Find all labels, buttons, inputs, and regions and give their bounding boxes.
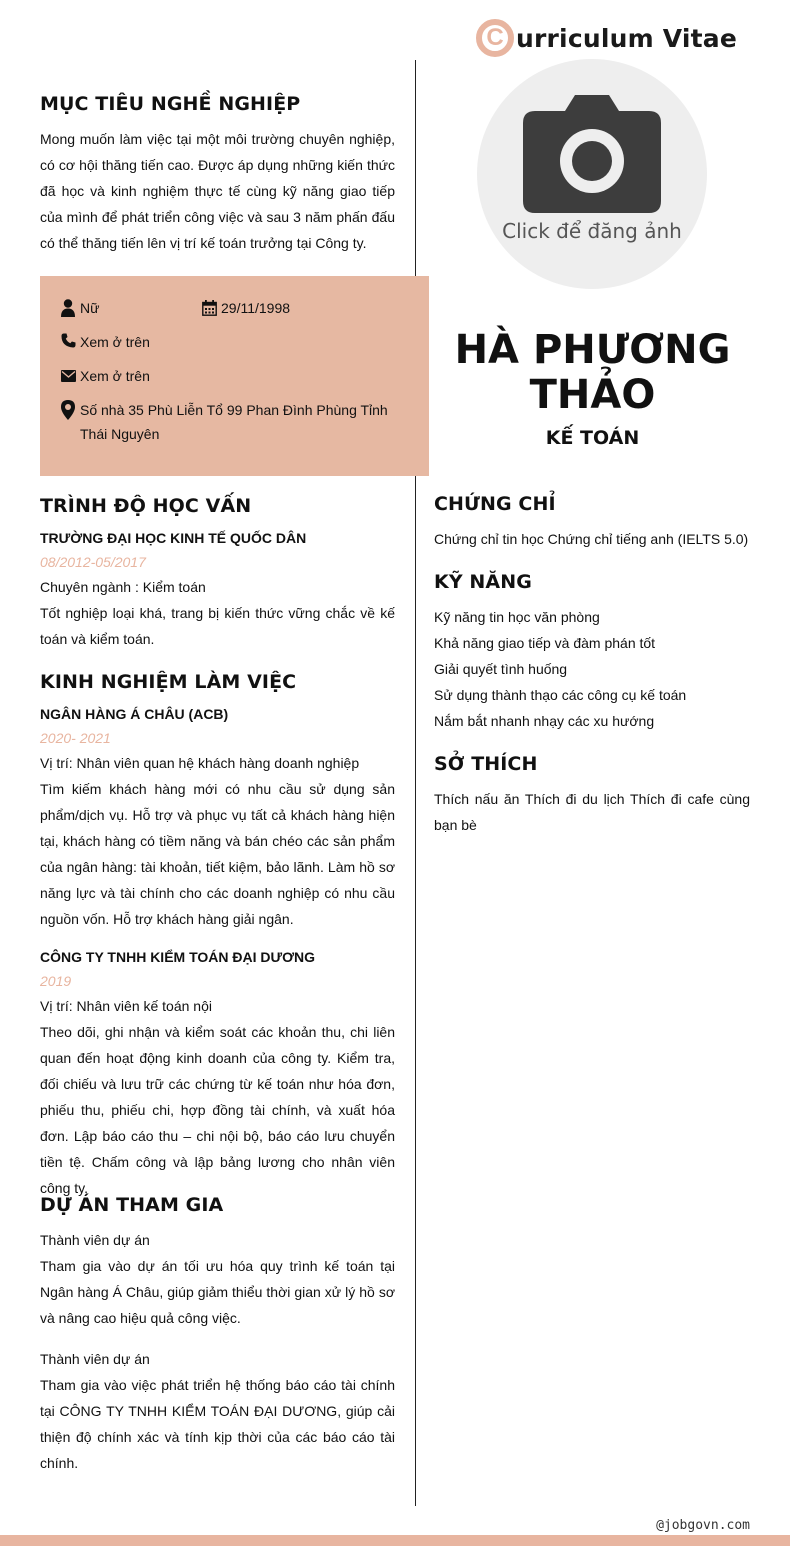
- project-description: Tham gia vào việc phát triển hệ thống báo cáo tài chính tại CÔNG TY TNHH KIỂM TOÁN ĐẠI DƯƠNG, giúp cải thiện độ chính xác và tính kịp thời của các báo cáo tài chính.: [40, 1377, 395, 1471]
- education-major: Chuyên ngành : Kiểm toán: [40, 579, 206, 595]
- skill-item: Sử dụng thành thạo các công cụ kế toán: [434, 687, 687, 703]
- hobbies-title: SỞ THÍCH: [434, 753, 538, 775]
- project-description: Tham gia vào dự án tối ưu hóa quy trình kế toán tại Ngân hàng Á Châu, giúp giảm thiểu thời gian xử lý hồ sơ và nâng cao hiệu quả công việc.: [40, 1258, 395, 1326]
- skill-item: Nắm bắt nhanh nhạy các xu hướng: [434, 713, 655, 729]
- watermark: @jobgovn.com: [656, 1518, 750, 1533]
- photo-upload-label: Click để đăng ảnh: [502, 219, 682, 243]
- footer-bar: [0, 1535, 790, 1546]
- objective-title: MỤC TIÊU NGHỀ NGHIỆP: [40, 93, 301, 115]
- experience-title: KINH NGHIỆM LÀM VIỆC: [40, 671, 297, 693]
- calendar-icon: [202, 300, 217, 316]
- school-name: TRƯỜNG ĐẠI HỌC KINH TẾ QUỐC DÂN: [40, 530, 307, 546]
- job-period: 2020- 2021: [40, 730, 111, 746]
- skill-item: Khả năng giao tiếp và đàm phán tốt: [434, 635, 656, 651]
- user-icon: [61, 299, 75, 317]
- phone: Xem ở trên: [80, 334, 150, 350]
- contact-box: [40, 276, 429, 476]
- company-name: CÔNG TY TNHH KIỂM TOÁN ĐẠI DƯƠNG: [40, 949, 316, 965]
- job-position: Vị trí: Nhân viên kế toán nội: [40, 998, 212, 1014]
- objective-text: Mong muốn làm việc tại một môi trường chuyên nghiệp, có cơ hội thăng tiến cao. Được áp dụng những kiến thức đã học và kinh nghiệm thực tế cùng kỹ năng giao tiếp của mình để phát triển công việc và sau 3 năm phấn đấu có thể thăng tiến lên vị trí kế toán trưởng tại Công ty.: [40, 131, 395, 251]
- birthday: 29/11/1998: [221, 300, 291, 316]
- location-pin-icon: [61, 400, 75, 420]
- email: Xem ở trên: [80, 368, 150, 384]
- address: Số nhà 35 Phù Liễn Tổ 99 Phan Đình Phùng Tỉnh Thái Nguyên: [80, 402, 388, 442]
- phone-icon: [61, 333, 76, 348]
- company-name: NGÂN HÀNG Á CHÂU (ACB): [40, 706, 229, 722]
- job-position: Vị trí: Nhân viên quan hệ khách hàng doanh nghiệp: [40, 755, 360, 771]
- job-title: KẾ TOÁN: [545, 427, 640, 449]
- cv-logo: [476, 18, 737, 58]
- logo-text: urriculum Vitae: [516, 23, 738, 53]
- candidate-name: HÀ PHƯƠNG THẢO: [454, 327, 731, 418]
- job-description: Tìm kiếm khách hàng mới có nhu cầu sử dụng sản phẩm/dịch vụ. Hỗ trợ và phục vụ tất cả khách hàng hiện tại, khách hàng có tiềm năng và bán chéo các sản phẩm của ngân hàng: tài khoản, tiết kiệm, bảo lãnh. Làm hồ sơ năng lực và tài chính cho các doanh nghiệp có nhu cầu nguồn vốn. Hỗ trợ khách hàng giải ngân.: [40, 781, 395, 927]
- hobbies-text: Thích nấu ăn Thích đi du lịch Thích đi cafe cùng bạn bè: [434, 791, 750, 833]
- skill-item: Kỹ năng tin học văn phòng: [434, 609, 600, 625]
- skill-item: Giải quyết tình huống: [434, 661, 568, 677]
- education-title: TRÌNH ĐỘ HỌC VẤN: [40, 495, 252, 517]
- email-icon: [61, 370, 76, 382]
- camera-icon: [523, 93, 661, 213]
- logo-c-circle: C: [476, 19, 514, 57]
- certificates-title: CHỨNG CHỈ: [434, 493, 556, 515]
- job-period: 2019: [40, 973, 72, 989]
- education-period: 08/2012-05/2017: [40, 554, 146, 570]
- gender: Nữ: [80, 300, 100, 316]
- skills-title: KỸ NĂNG: [434, 571, 532, 593]
- projects-title: DỰ ÁN THAM GIA: [40, 1194, 224, 1216]
- project-role: Thành viên dự án: [40, 1232, 150, 1248]
- education-description: Tốt nghiệp loại khá, trang bị kiến thức vững chắc về kế toán và kiểm toán.: [40, 605, 395, 647]
- certificates-text: Chứng chỉ tin học Chứng chỉ tiếng anh (IELTS 5.0): [434, 531, 749, 547]
- project-role: Thành viên dự án: [40, 1351, 150, 1367]
- job-description: Theo dõi, ghi nhận và kiểm soát các khoản thu, chi liên quan đến hoạt động kinh doanh của công ty. Kiểm tra, đối chiếu và lưu trữ các chứng từ kế toán như hóa đơn, phiếu thu, phiếu chi, hợp đồng tài chính, và xuất hóa đơn. Lập báo cáo thu – chi nội bộ, báo cáo lưu chuyển tiền tệ. Chấm công và lập bảng lương cho nhân viên công ty.: [40, 1024, 395, 1196]
- photo-upload[interactable]: [477, 59, 707, 289]
